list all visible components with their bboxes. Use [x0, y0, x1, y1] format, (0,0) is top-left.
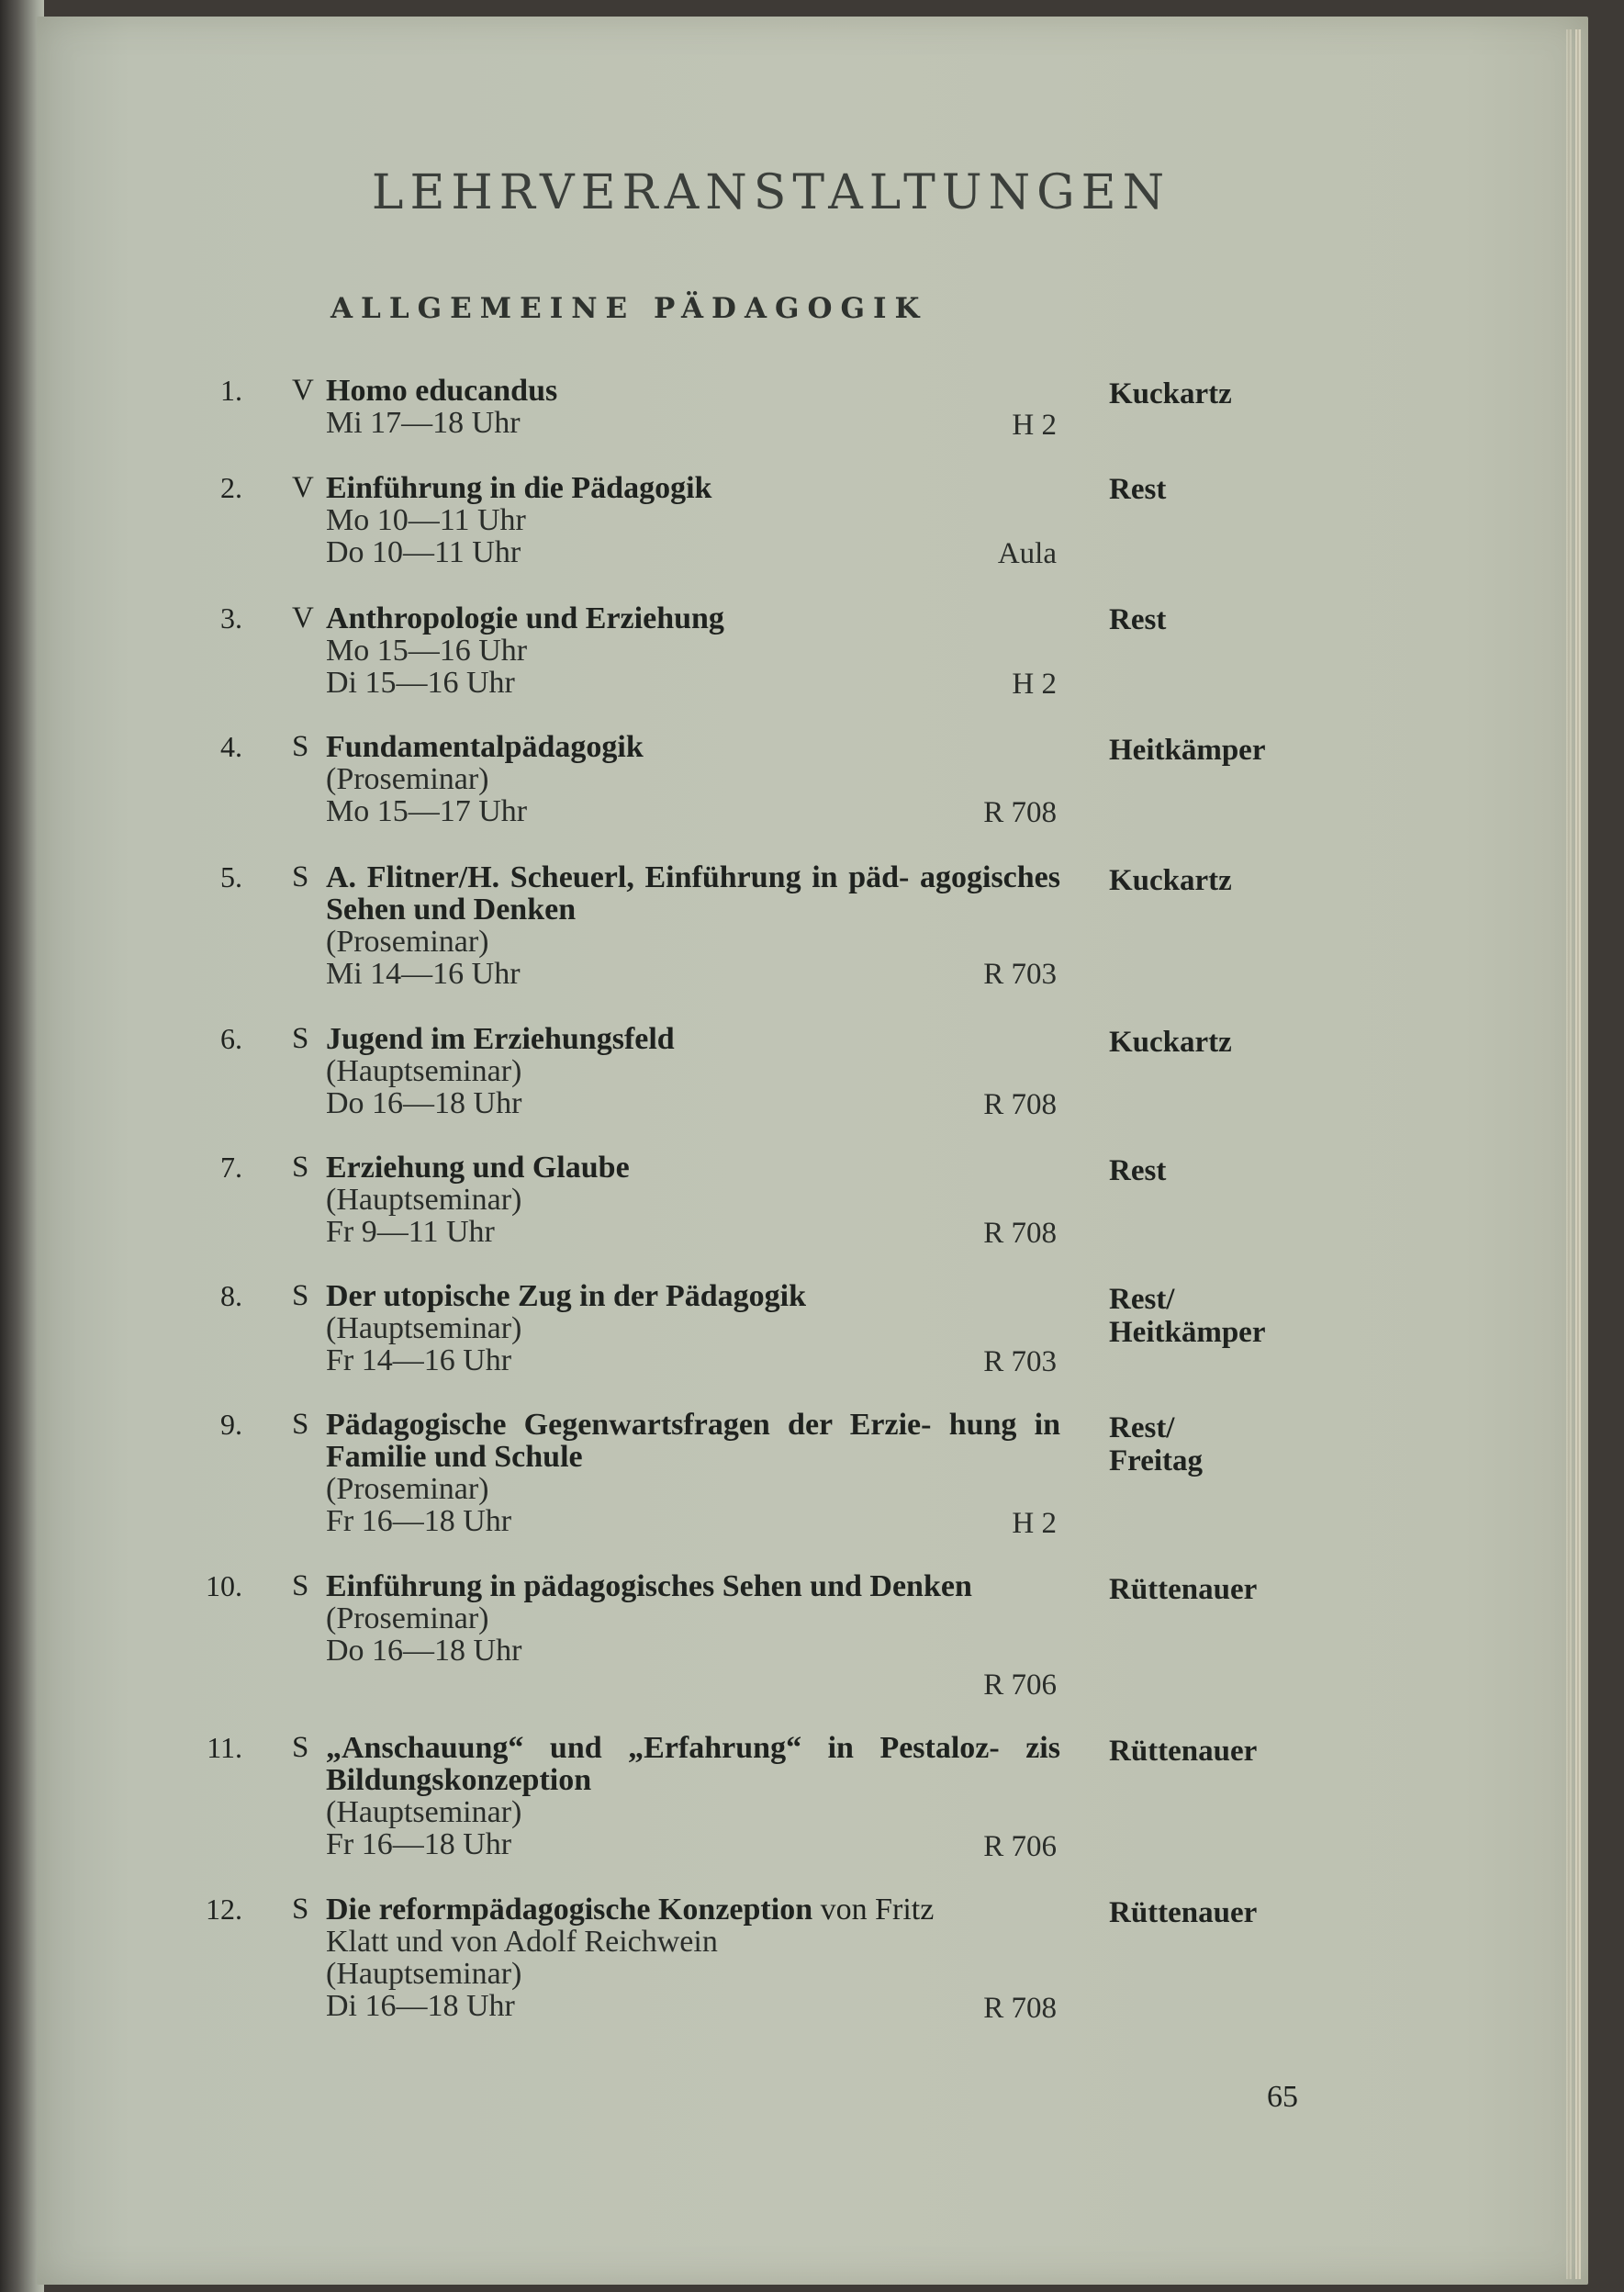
course-type: V — [292, 601, 314, 635]
course-number: 5. — [220, 860, 242, 893]
course-number: 4. — [220, 730, 242, 763]
course-lecturer: Rüttenauer — [1109, 1896, 1258, 1929]
course-number: 1. — [220, 374, 242, 407]
course-title: Einführung in die Pädagogik — [326, 471, 712, 505]
course-room: R 708 — [983, 1992, 1057, 2025]
course-lecturer: Rest — [1109, 1154, 1167, 1187]
course-details — [326, 472, 1060, 568]
course-number: 7. — [220, 1151, 242, 1184]
course-details — [326, 1152, 1060, 1248]
course-time: Fr 16—18 Uhr — [326, 1504, 512, 1538]
course-details — [326, 861, 1060, 990]
course-room: R 703 — [983, 1345, 1057, 1378]
course-type: S — [292, 860, 309, 893]
course-title-rest: von Fritz — [820, 1893, 935, 1927]
course-details — [326, 1409, 1060, 1537]
course-room: H 2 — [1012, 1507, 1057, 1540]
course-type: S — [292, 1893, 309, 1926]
course-number: 10. — [206, 1569, 242, 1602]
course-time: Fr 9—11 Uhr — [326, 1215, 495, 1249]
course-lecturer: Rüttenauer — [1109, 1573, 1258, 1606]
course-title: Jugend im Erziehungsfeld — [326, 1022, 675, 1056]
course-title-line — [326, 1893, 1060, 1926]
course-lecturer: Rest/ — [1109, 1283, 1175, 1316]
course-details — [326, 602, 1060, 699]
course-type: S — [292, 1022, 309, 1055]
page-heading: LEHRVERANSTALTUNGEN — [371, 165, 1171, 220]
course-room: R 708 — [983, 796, 1057, 829]
course-title-continued: Klatt und von Adolf Reichwein — [326, 1925, 718, 1959]
course-format: (Hauptseminar) — [326, 1311, 522, 1345]
course-room: H 2 — [1012, 668, 1057, 701]
course-format: (Proseminar) — [326, 1472, 489, 1506]
course-room: R 708 — [983, 1217, 1057, 1250]
course-title: Pädagogische Gegenwartsfragen der Erzie- hung in Familie und Schule — [326, 1408, 1060, 1474]
section-heading: ALLGEMEINE PÄDAGOGIK — [330, 292, 928, 325]
course-lecturer: Heitkämper — [1109, 734, 1266, 767]
course-number: 9. — [220, 1408, 242, 1441]
course-type: S — [292, 1569, 309, 1602]
course-format: (Hauptseminar) — [326, 1183, 522, 1217]
course-details — [326, 375, 1060, 439]
course-room: R 706 — [983, 1830, 1057, 1863]
course-time: Mo 15—16 Uhr — [326, 634, 528, 668]
course-title: A. Flitner/H. Scheuerl, Einführung in päd- agogisches Sehen und Denken — [326, 860, 1060, 927]
course-details — [326, 1732, 1060, 1860]
course-number: 12. — [206, 1893, 242, 1926]
course-lecturer: Rüttenauer — [1109, 1735, 1258, 1768]
course-format: (Hauptseminar) — [326, 1957, 522, 1991]
course-time: Mo 15—17 Uhr — [326, 794, 528, 828]
course-room: R 703 — [983, 958, 1057, 991]
course-title: Anthropologie und Erziehung — [326, 601, 724, 635]
course-time: Di 16—18 Uhr — [326, 1989, 515, 2023]
course-title: Einführung in pädagogisches Sehen und Denken — [326, 1569, 972, 1603]
page-number: 65 — [1267, 2080, 1298, 2114]
course-format: (Hauptseminar) — [326, 1795, 522, 1829]
course-time: Mo 10—11 Uhr — [326, 503, 526, 537]
course-type: S — [292, 1151, 309, 1184]
course-title: Erziehung und Glaube — [326, 1151, 630, 1185]
course-lecturer: Kuckartz — [1109, 1026, 1232, 1059]
course-time: Fr 14—16 Uhr — [326, 1343, 512, 1377]
course-number: 3. — [220, 601, 242, 635]
course-format: (Proseminar) — [326, 762, 489, 796]
course-type: S — [292, 1279, 309, 1312]
course-time: Di 15—16 Uhr — [326, 666, 515, 700]
course-details — [326, 731, 1060, 827]
course-room: Aula — [997, 537, 1057, 570]
course-room: H 2 — [1012, 409, 1057, 442]
course-title: Homo educandus — [326, 374, 558, 408]
course-type: S — [292, 1408, 309, 1441]
course-type: S — [292, 730, 309, 763]
course-time: Do 16—18 Uhr — [326, 1634, 522, 1668]
course-title: Der utopische Zug in der Pädagogik — [326, 1279, 806, 1313]
course-details — [326, 1023, 1060, 1119]
course-number: 2. — [220, 471, 242, 504]
course-time: Do 16—18 Uhr — [326, 1086, 522, 1120]
course-time: Mi 17—18 Uhr — [326, 406, 521, 440]
course-title: Die reformpädagogische Konzeption — [326, 1893, 813, 1927]
course-lecturer: Rest — [1109, 473, 1167, 506]
course-format: (Proseminar) — [326, 1601, 489, 1635]
course-lecturer: Kuckartz — [1109, 377, 1232, 410]
course-title: „Anschauung“ und „Erfahrung“ in Pestaloz- zis Bildungskonzeption — [326, 1731, 1060, 1797]
course-lecturer: Kuckartz — [1109, 864, 1232, 897]
course-lecturer-second: Heitkämper — [1109, 1316, 1266, 1349]
course-type: S — [292, 1731, 309, 1764]
course-number: 6. — [220, 1022, 242, 1055]
course-room: R 708 — [983, 1088, 1057, 1121]
course-lecturer-second: Freitag — [1109, 1444, 1204, 1477]
course-lecturer: Rest/ — [1109, 1411, 1175, 1444]
course-format: (Proseminar) — [326, 925, 489, 959]
course-details — [326, 1893, 1060, 2022]
course-format: (Hauptseminar) — [326, 1054, 522, 1088]
course-type: V — [292, 471, 314, 504]
course-time: Fr 16—18 Uhr — [326, 1827, 512, 1861]
course-details — [326, 1280, 1060, 1376]
course-lecturer: Rest — [1109, 603, 1167, 636]
course-number: 11. — [207, 1731, 242, 1764]
course-title: Fundamentalpädagogik — [326, 730, 644, 764]
course-room: R 706 — [983, 1668, 1057, 1702]
course-number: 8. — [220, 1279, 242, 1312]
course-type: V — [292, 374, 314, 407]
course-details — [326, 1570, 1060, 1667]
course-time: Do 10—11 Uhr — [326, 535, 521, 569]
course-time: Mi 14—16 Uhr — [326, 957, 521, 991]
